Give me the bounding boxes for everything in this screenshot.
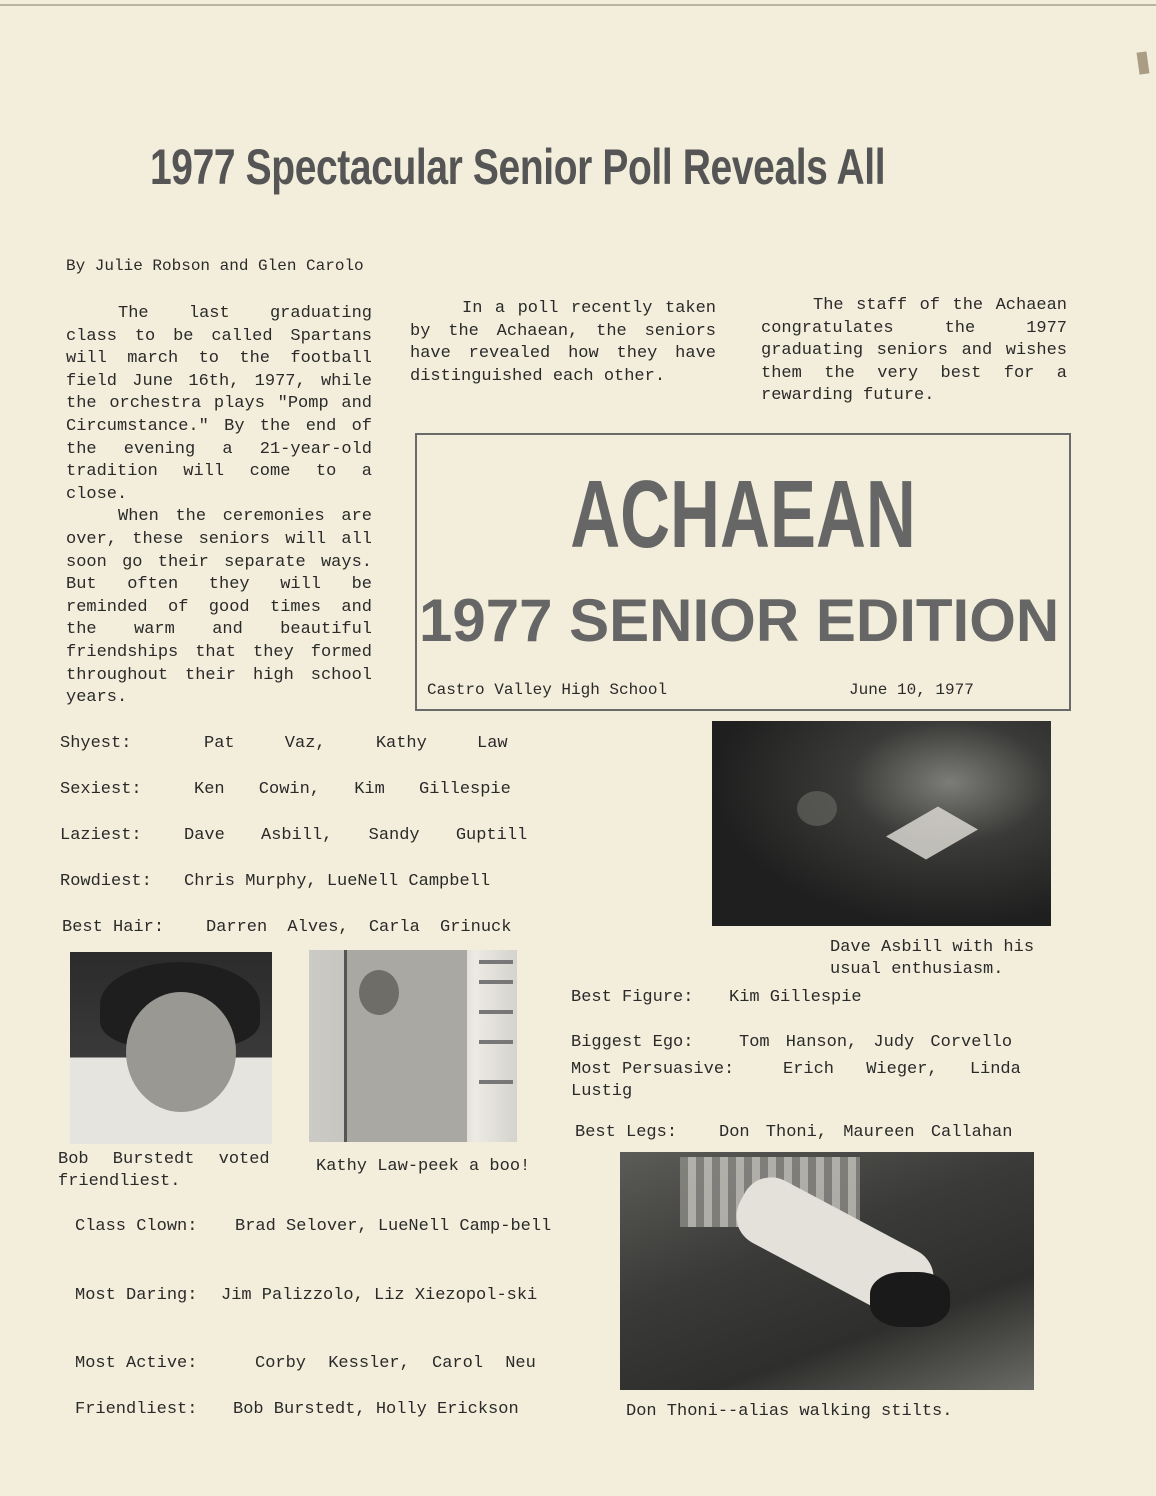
poll-label: Class Clown: (75, 1217, 198, 1236)
poll-names: Pat Vaz, Kathy Law (204, 734, 508, 753)
poll-names: Dave Asbill, Sandy Guptill (184, 826, 528, 845)
poll-names: Erich Wieger, Linda Lustig (571, 1060, 1021, 1101)
poll-best-legs (575, 1122, 1012, 1144)
poll-label: Most Active: (75, 1354, 198, 1373)
poll-label: Laziest: (60, 826, 142, 845)
caption-kathy: Kathy Law-peek a boo! (316, 1157, 531, 1176)
poll-names: Corby Kessler, Carol Neu (255, 1354, 536, 1373)
poll-label: Most Daring: (75, 1286, 198, 1305)
poll-label: Best Hair: (62, 918, 165, 937)
page-corner-mark (1137, 51, 1150, 74)
poll-laziest (60, 825, 527, 847)
intro-column-1 (66, 303, 372, 710)
poll-label: Friendliest: (75, 1400, 198, 1419)
poll-biggest-ego (571, 1032, 1012, 1054)
poll-names: Chris Murphy, LueNell Campbell (184, 872, 491, 891)
poll-best-figure (571, 987, 862, 1009)
page-headline: 1977 Spectacular Senior Poll Reveals All (150, 139, 886, 195)
masthead-school: Castro Valley High School (427, 681, 668, 699)
poll-most-persuasive (571, 1059, 1047, 1103)
poll-best-hair (62, 917, 511, 939)
poll-class-clown (75, 1216, 555, 1238)
masthead-date: June 10, 1977 (849, 681, 974, 699)
masthead-title: ACHAEAN (570, 461, 916, 568)
poll-names: Tom Hanson, Judy Corvello (739, 1033, 1013, 1052)
masthead-edition: 1977 SENIOR EDITION (419, 589, 1060, 653)
poll-sexiest (60, 779, 511, 801)
byline: By Julie Robson and Glen Carolo (66, 257, 364, 275)
poll-most-daring (75, 1285, 555, 1307)
photo-bob-burstedt (70, 952, 272, 1144)
caption-bob: Bob Burstedt voted friendliest. (58, 1150, 270, 1191)
intro-paragraph-3: In a poll recently taken by the Achaean, the seniors have revealed how they have distinguished each other. (410, 299, 716, 386)
poll-rowdiest (60, 871, 490, 893)
poll-label: Biggest Ego: (571, 1033, 694, 1052)
caption-don: Don Thoni--alias walking stilts. (626, 1402, 953, 1421)
poll-shyest (60, 733, 508, 755)
poll-names: Brad Selover, LueNell Camp-bell (235, 1217, 552, 1236)
poll-label: Sexiest: (60, 780, 142, 799)
intro-column-3 (761, 295, 1067, 408)
intro-paragraph-1: The last graduating class to be called Spartans will march to the football field June 16th, 1977, while the orchestra plays "Pomp and Circumstance." By the end of the evening a 21-year-old tradition will come to a close. (66, 304, 372, 504)
top-rule (0, 4, 1156, 6)
caption-dave: Dave Asbill with his usual enthusiasm. (830, 938, 1035, 979)
poll-label: Most Persuasive: (571, 1060, 735, 1079)
poll-label: Best Figure: (571, 988, 694, 1007)
masthead-box (415, 433, 1071, 711)
photo-don-thoni (620, 1152, 1034, 1390)
poll-names: Darren Alves, Carla Grinuck (206, 918, 512, 937)
poll-names: Don Thoni, Maureen Callahan (719, 1123, 1013, 1142)
poll-label: Shyest: (60, 734, 132, 753)
poll-names: Jim Palizzolo, Liz Xiezopol-ski (221, 1286, 538, 1305)
poll-friendliest (75, 1399, 519, 1421)
intro-paragraph-4: The staff of the Achaean congratulates the 1977 graduating seniors and wishes them the very best for a rewarding future. (761, 296, 1067, 406)
intro-column-2 (410, 298, 716, 388)
poll-most-active (75, 1353, 536, 1375)
photo-kathy-law (309, 950, 517, 1142)
photo-dave-asbill (712, 721, 1051, 926)
poll-label: Rowdiest: (60, 872, 152, 891)
poll-names: Ken Cowin, Kim Gillespie (194, 780, 511, 799)
poll-label: Best Legs: (575, 1123, 678, 1142)
intro-paragraph-2: When the ceremonies are over, these seniors will all soon go their separate ways. But often they will be reminded of good times and the warm and beautiful friendships that they formed throughout their high school years. (66, 507, 372, 708)
poll-names: Kim Gillespie (729, 988, 862, 1007)
poll-names: Bob Burstedt, Holly Erickson (233, 1400, 519, 1419)
